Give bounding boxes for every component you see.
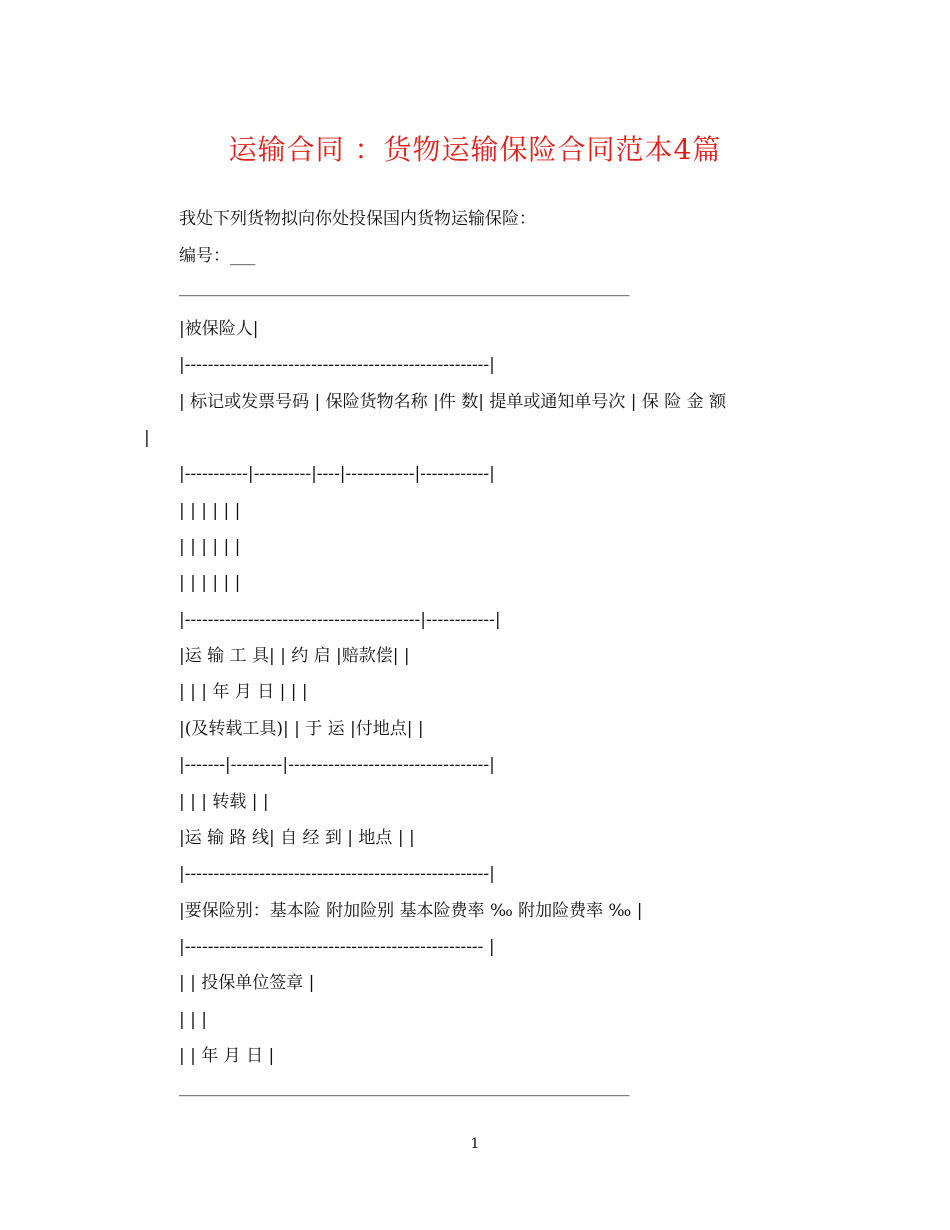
table-row-transfer-tool: |(及转载工具)| | 于 运 |付地点| |	[179, 719, 424, 739]
table-divider: |-------|---------|-----------------------------------|	[179, 755, 495, 775]
table-divider: |---------------------------------------------------- |	[179, 937, 495, 957]
table-row-route: |运 输 路 线| 自 经 到 | 地点 | |	[179, 828, 415, 848]
table-header-row: | 标记或发票号码 | 保险货物名称 |件 数| 提单或通知单号次 | 保 险 金 额	[179, 392, 727, 412]
intro-text: 我处下列货物拟向你处投保国内货物运输保险：	[179, 209, 536, 229]
table-empty-row: | | | | | |	[179, 573, 241, 593]
table-divider: |-----------------------------------------------------|	[179, 864, 495, 884]
table-row-transfer: | | | 转载 | |	[179, 792, 269, 812]
table-row-sign-date: | | 年 月 日 |	[179, 1046, 275, 1066]
page-number: 1	[470, 1136, 480, 1152]
table-bottom-rule: _____________________________________________________	[179, 1077, 630, 1097]
table-empty-row: | | |	[179, 1010, 207, 1030]
table-divider: |-----------------------------------------|------------|	[179, 610, 501, 630]
table-header-row-wrap: |	[144, 428, 150, 448]
table-row-insured: |被保险人|	[179, 319, 259, 339]
table-row-signature: | | 投保单位签章 |	[179, 973, 315, 993]
serial-number-line: 编号：___	[179, 246, 256, 266]
table-empty-row: | | | | | |	[179, 501, 241, 521]
table-divider: |-----------------------------------------------------|	[179, 355, 495, 375]
document-title: 运输合同 ：货物运输保险合同范本4篇	[228, 133, 722, 166]
table-divider: |-----------|----------|----|------------|------------|	[179, 464, 495, 484]
table-row-coverage: |要保险别：基本险 附加险别 基本险费率 ‰ 附加险费率 ‰ |	[179, 901, 643, 921]
table-row-transport: |运 输 工 具| | 约 启 |赔款偿| |	[179, 646, 410, 666]
table-empty-row: | | | | | |	[179, 537, 241, 557]
table-row-date: | | | 年 月 日 | | |	[179, 682, 308, 702]
table-top-rule: _____________________________________________________	[179, 277, 630, 297]
